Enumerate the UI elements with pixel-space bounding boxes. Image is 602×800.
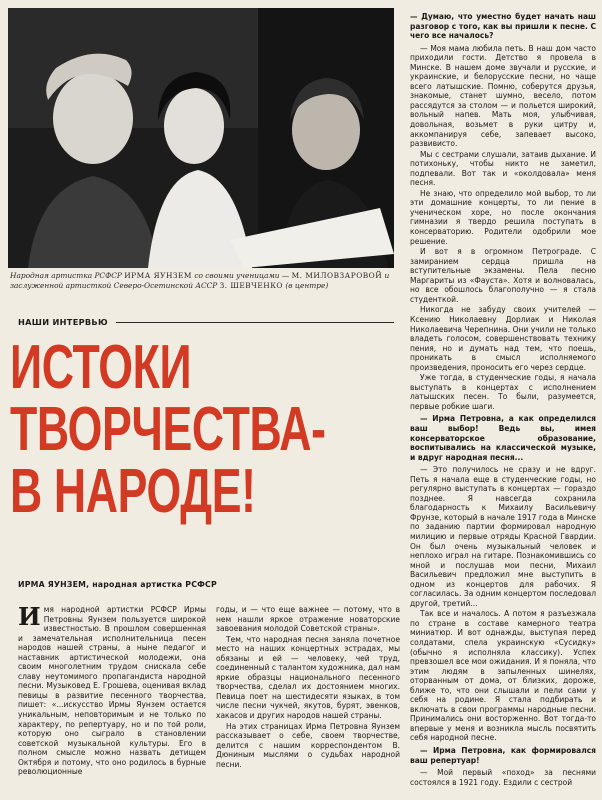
interview-question: — Думаю, что уместно будет начать наш разговор с того, как вы пришли к песне. С чего все началось?: [410, 12, 596, 41]
rubric-divider: [116, 322, 394, 323]
paragraph: Тем, что народная песня заняла почетное место на наших концертных эстрадах, мы обязаны и ей — человеку, чей труд, соединенный с талантом художника, дал нам яркие образцы национального песенного творчества, сделал их достоянием многих. Певица поет на шестидесяти языках, в том числе песни чукчей, якутов, бурят, эвенков, хакасов и других народов нашей страны.: [216, 634, 400, 721]
title-line: В НАРОДЕ!: [10, 457, 256, 526]
intro-column-right: [216, 605, 400, 770]
paragraph-text: мя народной артистки РСФСР Ирмы Петровны Яунзем пользуется широкой известностью. В прошлом совершенная и замечательная исполнительница песен народов нашей страны, а ныне педагог и наставник артистической молодежи, она своим многолетним трудом снискала себе славу неутомимого пропагандиста народной песни. Музыковед Е. Грошева, оценивая вклад певицы в развитие песенного творчества, пишет: «...искусство Ирмы Яунзем остается уникальным, неповторимым и не только по характеру, по репертуару, но и по той роли, которую оно сыграло в становлении советской музыкальной культуры. Его в полном смысле можно назвать детищем Октября и потому, что оно родилось в бурные революционные: [18, 605, 206, 777]
paragraph: — Это получилось не сразу и не вдруг. Петь я начала еще в студенческие годы, но регулярно выступать в концертах — гораздо позднее. Я навсегда сохранила благодарность к Михаилу Васильевичу Фрунзе, который в начале 1917 года в Минске по заданию партии формировал народную милицию и первые отряды Красной Гвардии. Он был очень музыкальный человек и неплохо играл на гитаре. Познакомившись со мной и послушав мои песни, Михаил Васильевич предложил мне выступить в одном из концертов для рабочих. Я согласилась. За одним концертом последовал другой, третий...: [410, 465, 596, 608]
interview-column: [410, 12, 596, 788]
paragraph: Не знаю, что определило мой выбор, то ли эти домашние концерты, то ли пение в ученическом хоре, но после окончания гимназии я твердо решила поступать в консерваторию. Родители одобрили мое решение.: [410, 188, 596, 246]
paragraph: Уже тогда, в студенческие годы, я начала выступать в концертах с исполнением латышских песен. То были, разумеется, первые робкие шаги.: [410, 373, 596, 411]
paragraph: Мы с сестрами слушали, затаив дыхание. И потихоньку, чтобы никто не заметил, подпевали. Вот так и «околдовала» меня песня.: [410, 149, 596, 188]
drop-cap: И: [18, 602, 41, 631]
caption-name: З. ШЕВЧЕНКО: [219, 280, 283, 290]
paragraph: [18, 602, 206, 777]
caption-text: со своими ученицами —: [191, 271, 292, 280]
title-line: ИСТОКИ: [10, 333, 192, 402]
photo-icon: [8, 8, 394, 268]
caption-text: (в центре): [283, 280, 329, 290]
intro-column-left: [18, 602, 206, 778]
paragraph: Так все и началось. А потом я разъезжала по стране в составе камерного театра миниатюр. И вот однажды, выступая перед солдатами, спела украинскую «Сусидку» (обычно я исполняла классику). Успех превзошел все мои ожидания. И я поняла, что этим людям в запыленных шинелях, оторванным от дома, от близких, дороже, ближе то, что они слышали и пели сами у себя на родине. Я стала подбирать и включать в свои программы народные песни. Принимались они восторженно. Вот тогда-то впервые у меня и возникла мысль посвятить себя народной песне.: [410, 609, 596, 743]
interview-photo: [8, 8, 394, 268]
caption-name: ИРМА ЯУНЗЕМ: [124, 271, 192, 280]
article-byline: ИРМА ЯУНЗЕМ, народная артистка РСФСР: [18, 580, 217, 589]
caption-text: и заслуженной артисткой Северо-Осетинской АССР: [10, 271, 390, 290]
interview-question: — Ирма Петровна, как формировался ваш репертуар!: [410, 746, 596, 765]
section-rubric: НАШИ ИНТЕРВЬЮ: [18, 317, 108, 327]
paragraph: годы, и — что еще важнее — потому, что в нем нашли яркое отражение новаторские завоевания молодой Советской страны».: [216, 605, 400, 634]
interview-question: — Ирма Петровна, а как определился ваш выбор! Ведь вы, имея консерваторское образование, воспитывались на классической музыке, и вдруг народная песня...: [410, 414, 596, 462]
paragraph: Никогда не забуду своих учителей — Ксению Николаевну Дорлиак и Николая Николаевича Черепнина. Они учили не только владеть голосом, совершенствовать технику пения, но и думать над тем, что поешь, проникать в смысл исполняемого произведения, проносить его через сердце.: [410, 305, 596, 372]
article-title: [10, 333, 326, 526]
paragraph: — Мой первый «поход» за песнями состоялся в 1921 году. Ездили с сестрой: [410, 768, 596, 787]
caption-text: Народная артистка РСФСР: [10, 271, 125, 280]
paragraph: И вот я в огромном Петрограде. С замиранием сердца пришла на вступительные экзамены. Пела песню Маргариты из «Фауста». Хотя и волновалась, но все обошлось благополучно — я стала студенткой.: [410, 247, 596, 304]
paragraph: — Моя мама любила петь. В наш дом часто приходили гости. Детство я провела в Минске. В нашем доме звучали и русские, и украинские, и белорусские песни, но чаще всего латышские. Помню, соберутся друзья, знакомые, станет шумно, весело, потом рассядутся за столом — и польется широкий, вольный напев. Мать моя, улыбчивая, довольная, возьмет в руки цитру и, аккомпанируя себе, запевает высоко, развивисто.: [410, 43, 596, 149]
paragraph: На этих страницах Ирма Петровна Яунзем рассказывает о себе, своем творчестве, делится с нашим корреспондентом В. Дюниным мыслями о судьбах народной песни.: [216, 721, 400, 769]
photo-caption: [10, 271, 394, 290]
title-line: ТВОРЧЕСТВА-: [10, 395, 326, 464]
caption-name: М. МИЛОВЗАРОВОЙ: [291, 271, 383, 280]
